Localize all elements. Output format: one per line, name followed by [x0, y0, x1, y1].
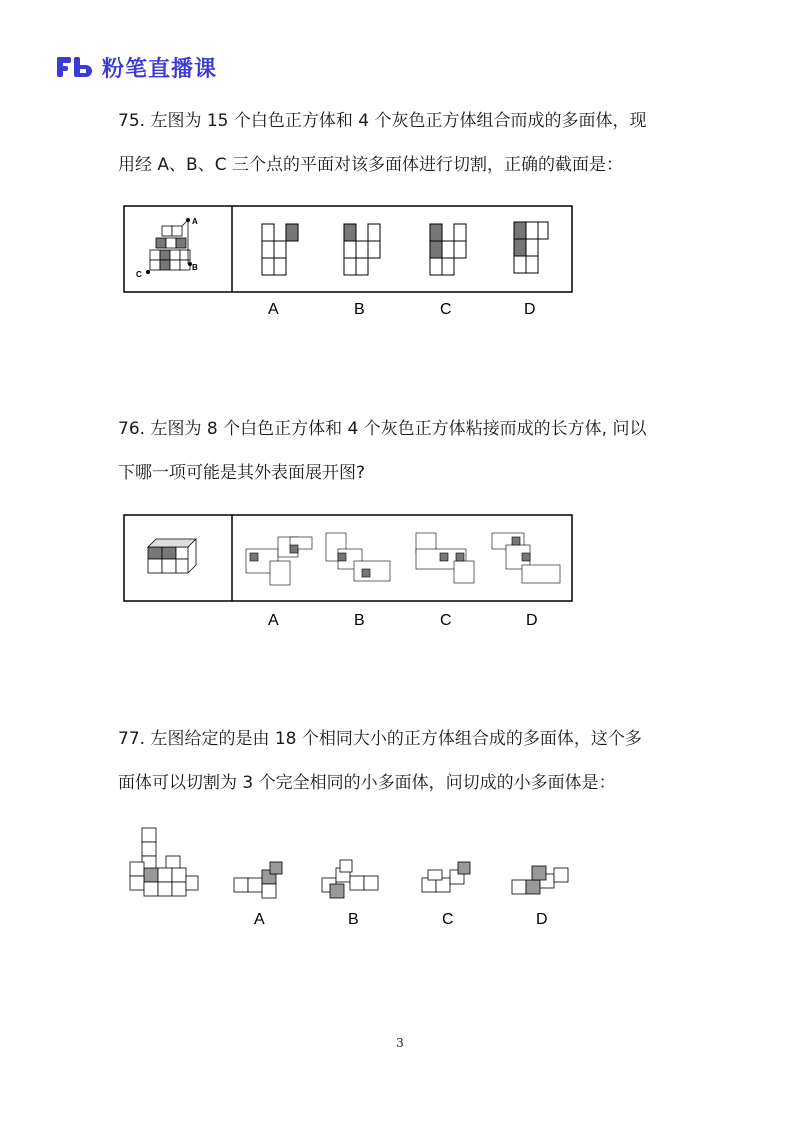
question-text-line: 76. 左图为 8 个白色正方体和 4 个灰色正方体粘接而成的长方体, 问以	[118, 419, 647, 439]
option-b-figure	[326, 533, 390, 581]
option-label: A	[254, 911, 265, 928]
option-a-figure	[262, 224, 298, 275]
option-label: B	[348, 911, 359, 928]
point-label: A	[192, 217, 198, 226]
option-b-figure	[322, 860, 378, 898]
fb-logo-icon	[56, 53, 96, 81]
question-75	[118, 108, 718, 178]
brand-logo	[56, 52, 217, 82]
question-text-line: 下哪一项可能是其外表面展开图?	[118, 463, 366, 483]
option-d-figure	[492, 533, 560, 583]
figure-77	[122, 822, 582, 934]
brand-name: 粉笔直播课	[102, 56, 218, 82]
polyhedron-18-cubes	[130, 828, 198, 896]
page-number: 3	[396, 1036, 404, 1050]
question-text-line: 75. 左图为 15 个白色正方体和 4 个灰色正方体组合而成的多面体，现	[118, 111, 647, 131]
option-a-figure	[234, 862, 282, 898]
option-d-figure	[512, 866, 568, 894]
option-label: C	[440, 612, 452, 629]
option-label: C	[442, 911, 454, 928]
option-label: A	[268, 301, 279, 318]
option-a-figure	[246, 537, 312, 585]
figure-75	[122, 204, 576, 326]
question-text-line: 面体可以切割为 3 个完全相同的小多面体，问切成的小多面体是：	[118, 773, 616, 793]
question-77	[118, 726, 718, 796]
point-label: C	[136, 270, 142, 279]
figure-76	[122, 513, 576, 635]
point-a	[186, 218, 190, 222]
question-text-line: 77. 左图给定的是由 18 个相同大小的正方体组合成的多面体，这个多	[118, 729, 642, 749]
option-label: C	[440, 301, 452, 318]
question-76	[118, 416, 718, 486]
option-label: D	[536, 911, 548, 928]
point-label: B	[192, 263, 198, 272]
option-label: D	[524, 301, 536, 318]
option-c-figure	[430, 224, 466, 275]
question-text-line: 用经 A、B、C 三个点的平面对该多面体进行切割，正确的截面是：	[118, 155, 623, 175]
option-c-figure	[416, 533, 474, 583]
option-c-figure	[422, 862, 470, 892]
point-c	[146, 270, 150, 274]
polyhedron-figure	[150, 220, 190, 270]
cuboid-figure	[148, 539, 196, 573]
option-label: B	[354, 301, 365, 318]
option-d-figure	[514, 222, 548, 273]
option-label: A	[268, 612, 279, 629]
option-label: D	[526, 612, 538, 629]
option-label: B	[354, 612, 365, 629]
option-b-figure	[344, 224, 380, 275]
